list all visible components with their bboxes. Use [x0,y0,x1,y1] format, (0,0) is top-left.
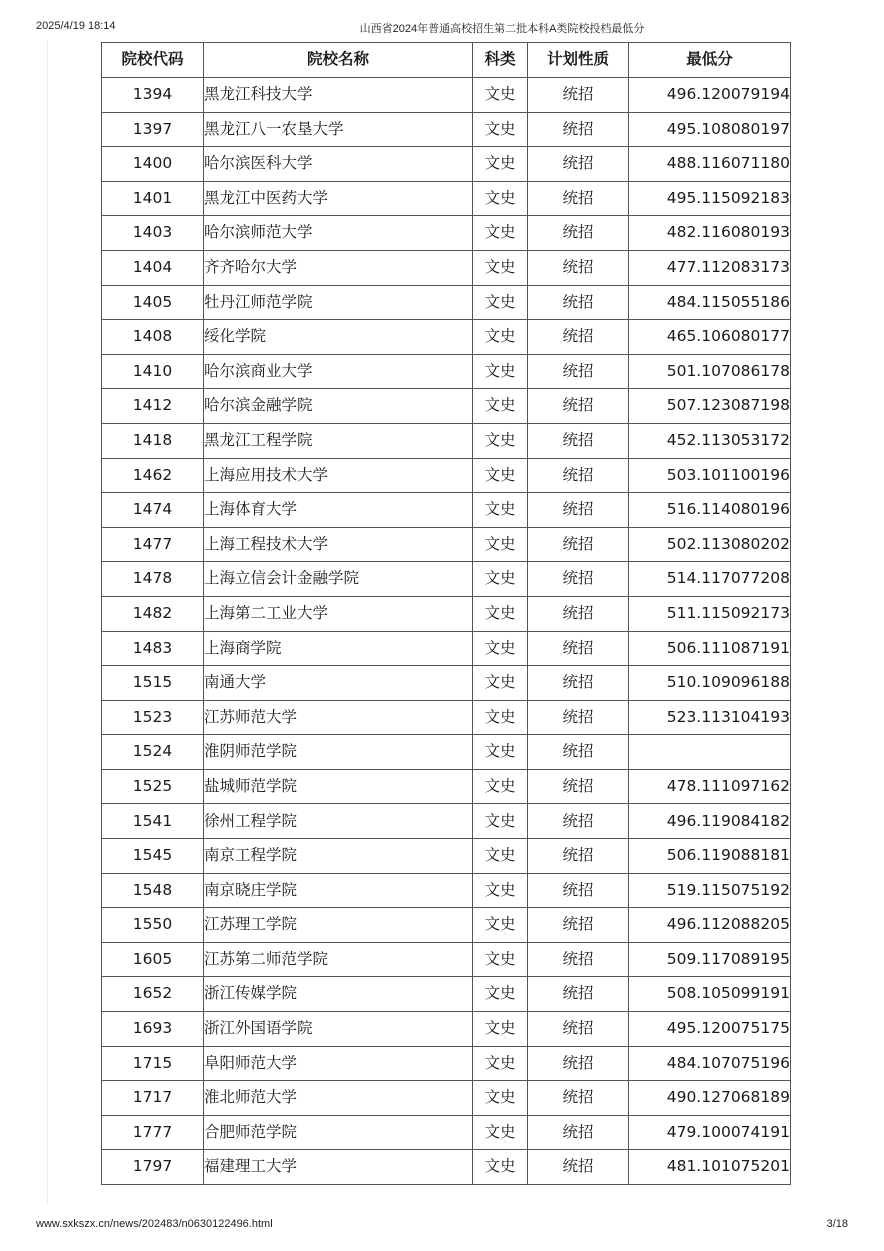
table-cell-score: 495.108080197 [629,112,791,147]
table-row [102,181,791,216]
table-cell-code: 1541 [102,804,204,839]
table-row [102,596,791,631]
table-cell-code: 1797 [102,1150,204,1185]
table-cell-plan: 统招 [528,908,629,943]
table-cell-name: 上海商学院 [204,631,473,666]
table-cell-plan: 统招 [528,596,629,631]
table-cell-subject: 文史 [473,216,528,251]
table-cell-plan: 统招 [528,631,629,666]
table-cell-code: 1652 [102,977,204,1012]
table-cell-name: 黑龙江工程学院 [204,423,473,458]
table-cell-plan: 统招 [528,216,629,251]
table-cell-plan: 统招 [528,1115,629,1150]
table-cell-subject: 文史 [473,458,528,493]
table-cell-subject: 文史 [473,631,528,666]
table-cell-subject: 文史 [473,181,528,216]
table-cell-score: 523.113104193 [629,700,791,735]
table-cell-plan: 统招 [528,389,629,424]
table-cell-name: 徐州工程学院 [204,804,473,839]
table-cell-subject: 文史 [473,112,528,147]
table-cell-score: 511.115092173 [629,596,791,631]
table-header-row [102,43,791,78]
table-cell-plan: 统招 [528,112,629,147]
table-cell-name: 江苏理工学院 [204,908,473,943]
table-cell-name: 淮阴师范学院 [204,735,473,770]
table-row [102,1150,791,1185]
table-cell-subject: 文史 [473,596,528,631]
table-cell-score: 488.116071180 [629,147,791,182]
table-cell-plan: 统招 [528,977,629,1012]
table-cell-name: 齐齐哈尔大学 [204,250,473,285]
table-cell-name: 上海体育大学 [204,493,473,528]
table-row [102,942,791,977]
table-cell-plan: 统招 [528,1046,629,1081]
table-cell-subject: 文史 [473,942,528,977]
table-cell-plan: 统招 [528,493,629,528]
table-cell-name: 南京晓庄学院 [204,873,473,908]
table-cell-subject: 文史 [473,493,528,528]
table-cell-name: 上海第二工业大学 [204,596,473,631]
table-cell-code: 1394 [102,78,204,113]
table-cell-score: 507.123087198 [629,389,791,424]
table-cell-plan: 统招 [528,1150,629,1185]
table-cell-code: 1400 [102,147,204,182]
table-row [102,354,791,389]
table-cell-code: 1408 [102,320,204,355]
table-cell-plan: 统招 [528,458,629,493]
table-cell-score: 519.115075192 [629,873,791,908]
table-cell-score: 506.111087191 [629,631,791,666]
table-row [102,250,791,285]
table-cell-score: 495.120075175 [629,1012,791,1047]
table-cell-plan: 统招 [528,839,629,874]
margin-divider [47,40,48,1205]
table-row [102,1081,791,1116]
table-cell-subject: 文史 [473,147,528,182]
table-cell-score: 484.115055186 [629,285,791,320]
table-cell-name: 上海工程技术大学 [204,527,473,562]
table-row [102,458,791,493]
table-cell-plan: 统招 [528,873,629,908]
document-title: 山西省2024年普通高校招生第二批本科A类院校投档最低分 [359,23,645,35]
table-cell-score: 506.119088181 [629,839,791,874]
table-cell-subject: 文史 [473,1012,528,1047]
table-cell-code: 1474 [102,493,204,528]
table-cell-subject: 文史 [473,735,528,770]
table-cell-subject: 文史 [473,804,528,839]
table-cell-name: 哈尔滨师范大学 [204,216,473,251]
table-row [102,112,791,147]
table-cell-score: 477.112083173 [629,250,791,285]
table-row [102,631,791,666]
table-cell-code: 1525 [102,769,204,804]
table-cell-subject: 文史 [473,1081,528,1116]
table-row [102,1046,791,1081]
table-row [102,562,791,597]
print-header [36,20,848,36]
table-row [102,839,791,874]
table-row [102,873,791,908]
table-cell-plan: 统招 [528,181,629,216]
table-cell-plan: 统招 [528,735,629,770]
table-cell-name: 南京工程学院 [204,839,473,874]
table-cell-plan: 统招 [528,423,629,458]
table-cell-name: 哈尔滨商业大学 [204,354,473,389]
table-row [102,527,791,562]
table-cell-name: 南通大学 [204,666,473,701]
table-cell-plan: 统招 [528,320,629,355]
table-cell-subject: 文史 [473,666,528,701]
table-cell-name: 浙江传媒学院 [204,977,473,1012]
table-cell-name: 黑龙江八一农垦大学 [204,112,473,147]
table-cell-code: 1717 [102,1081,204,1116]
table-cell-plan: 统招 [528,250,629,285]
table-cell-subject: 文史 [473,908,528,943]
table-cell-name: 黑龙江中医药大学 [204,181,473,216]
table-cell-code: 1550 [102,908,204,943]
table-cell-subject: 文史 [473,1150,528,1185]
column-header-plan: 计划性质 [528,43,629,78]
table-cell-name: 江苏师范大学 [204,700,473,735]
table-cell-code: 1482 [102,596,204,631]
table-cell-name: 绥化学院 [204,320,473,355]
table-cell-plan: 统招 [528,804,629,839]
table-cell-code: 1405 [102,285,204,320]
table-cell-score: 502.113080202 [629,527,791,562]
table-cell-code: 1545 [102,839,204,874]
table-cell-code: 1404 [102,250,204,285]
table-row [102,908,791,943]
table-cell-code: 1605 [102,942,204,977]
table-row [102,78,791,113]
table-cell-score: 496.112088205 [629,908,791,943]
column-header-name: 院校名称 [204,43,473,78]
table-cell-score: 503.101100196 [629,458,791,493]
table-cell-code: 1418 [102,423,204,458]
table-cell-name: 盐城师范学院 [204,769,473,804]
table-row [102,700,791,735]
table-cell-plan: 统招 [528,1012,629,1047]
table-row [102,735,791,770]
table-cell-score [629,735,791,770]
page-number: 3/18 [826,1218,848,1230]
table-cell-code: 1523 [102,700,204,735]
table-cell-code: 1515 [102,666,204,701]
table-cell-name: 阜阳师范大学 [204,1046,473,1081]
table-cell-code: 1478 [102,562,204,597]
table-cell-plan: 统招 [528,354,629,389]
table-cell-score: 510.109096188 [629,666,791,701]
table-cell-plan: 统招 [528,942,629,977]
print-datetime: 2025/4/19 18:14 [36,20,116,32]
column-header-score: 最低分 [629,43,791,78]
table-cell-subject: 文史 [473,285,528,320]
table-cell-subject: 文史 [473,78,528,113]
table-cell-code: 1777 [102,1115,204,1150]
table-cell-score: 514.117077208 [629,562,791,597]
table-row [102,147,791,182]
table-cell-code: 1410 [102,354,204,389]
table-row [102,666,791,701]
table-cell-subject: 文史 [473,320,528,355]
table-cell-subject: 文史 [473,977,528,1012]
table-cell-score: 452.113053172 [629,423,791,458]
table-cell-plan: 统招 [528,285,629,320]
table-row [102,1012,791,1047]
table-cell-score: 482.116080193 [629,216,791,251]
table-cell-score: 478.111097162 [629,769,791,804]
table-cell-score: 465.106080177 [629,320,791,355]
table-cell-subject: 文史 [473,423,528,458]
table-cell-score: 508.105099191 [629,977,791,1012]
table-cell-score: 509.117089195 [629,942,791,977]
table-row [102,216,791,251]
table-cell-name: 上海立信会计金融学院 [204,562,473,597]
table-row [102,389,791,424]
table-cell-code: 1483 [102,631,204,666]
table-cell-subject: 文史 [473,839,528,874]
table-cell-score: 490.127068189 [629,1081,791,1116]
table-row [102,493,791,528]
table-cell-code: 1462 [102,458,204,493]
table-cell-name: 淮北师范大学 [204,1081,473,1116]
table-row [102,977,791,1012]
table-cell-subject: 文史 [473,389,528,424]
table-cell-plan: 统招 [528,78,629,113]
table-cell-plan: 统招 [528,666,629,701]
table-cell-plan: 统招 [528,527,629,562]
table-cell-plan: 统招 [528,1081,629,1116]
table-row [102,769,791,804]
table-cell-score: 495.115092183 [629,181,791,216]
table-cell-code: 1412 [102,389,204,424]
print-footer [36,1218,848,1234]
table-cell-code: 1524 [102,735,204,770]
table-cell-plan: 统招 [528,147,629,182]
table-cell-name: 合肥师范学院 [204,1115,473,1150]
page-url: www.sxkszx.cn/news/202483/n0630122496.html [36,1218,273,1230]
table-body [102,78,791,1185]
table-cell-subject: 文史 [473,700,528,735]
table-row [102,285,791,320]
table-cell-plan: 统招 [528,562,629,597]
table-row [102,320,791,355]
table-cell-code: 1401 [102,181,204,216]
table-cell-score: 479.100074191 [629,1115,791,1150]
table-cell-name: 牡丹江师范学院 [204,285,473,320]
table-cell-code: 1693 [102,1012,204,1047]
table-cell-code: 1397 [102,112,204,147]
table-row [102,423,791,458]
admission-score-table [101,42,791,1185]
table-cell-plan: 统招 [528,700,629,735]
column-header-subject: 科类 [473,43,528,78]
table-cell-score: 481.101075201 [629,1150,791,1185]
table-cell-name: 哈尔滨医科大学 [204,147,473,182]
table-cell-name: 福建理工大学 [204,1150,473,1185]
table-row [102,804,791,839]
table-cell-subject: 文史 [473,769,528,804]
table-cell-subject: 文史 [473,527,528,562]
table-cell-subject: 文史 [473,1115,528,1150]
table-cell-plan: 统招 [528,769,629,804]
table-cell-score: 501.107086178 [629,354,791,389]
table-cell-code: 1548 [102,873,204,908]
table-cell-subject: 文史 [473,1046,528,1081]
table-cell-subject: 文史 [473,873,528,908]
table-cell-score: 516.114080196 [629,493,791,528]
table-cell-code: 1403 [102,216,204,251]
table-cell-name: 上海应用技术大学 [204,458,473,493]
table-cell-subject: 文史 [473,250,528,285]
table-cell-subject: 文史 [473,562,528,597]
table-cell-score: 484.107075196 [629,1046,791,1081]
table-cell-subject: 文史 [473,354,528,389]
table-cell-code: 1715 [102,1046,204,1081]
table-cell-name: 浙江外国语学院 [204,1012,473,1047]
table-cell-score: 496.119084182 [629,804,791,839]
table-cell-code: 1477 [102,527,204,562]
table-row [102,1115,791,1150]
table-cell-score: 496.120079194 [629,78,791,113]
table-cell-name: 哈尔滨金融学院 [204,389,473,424]
table-cell-name: 黑龙江科技大学 [204,78,473,113]
column-header-code: 院校代码 [102,43,204,78]
table-cell-name: 江苏第二师范学院 [204,942,473,977]
